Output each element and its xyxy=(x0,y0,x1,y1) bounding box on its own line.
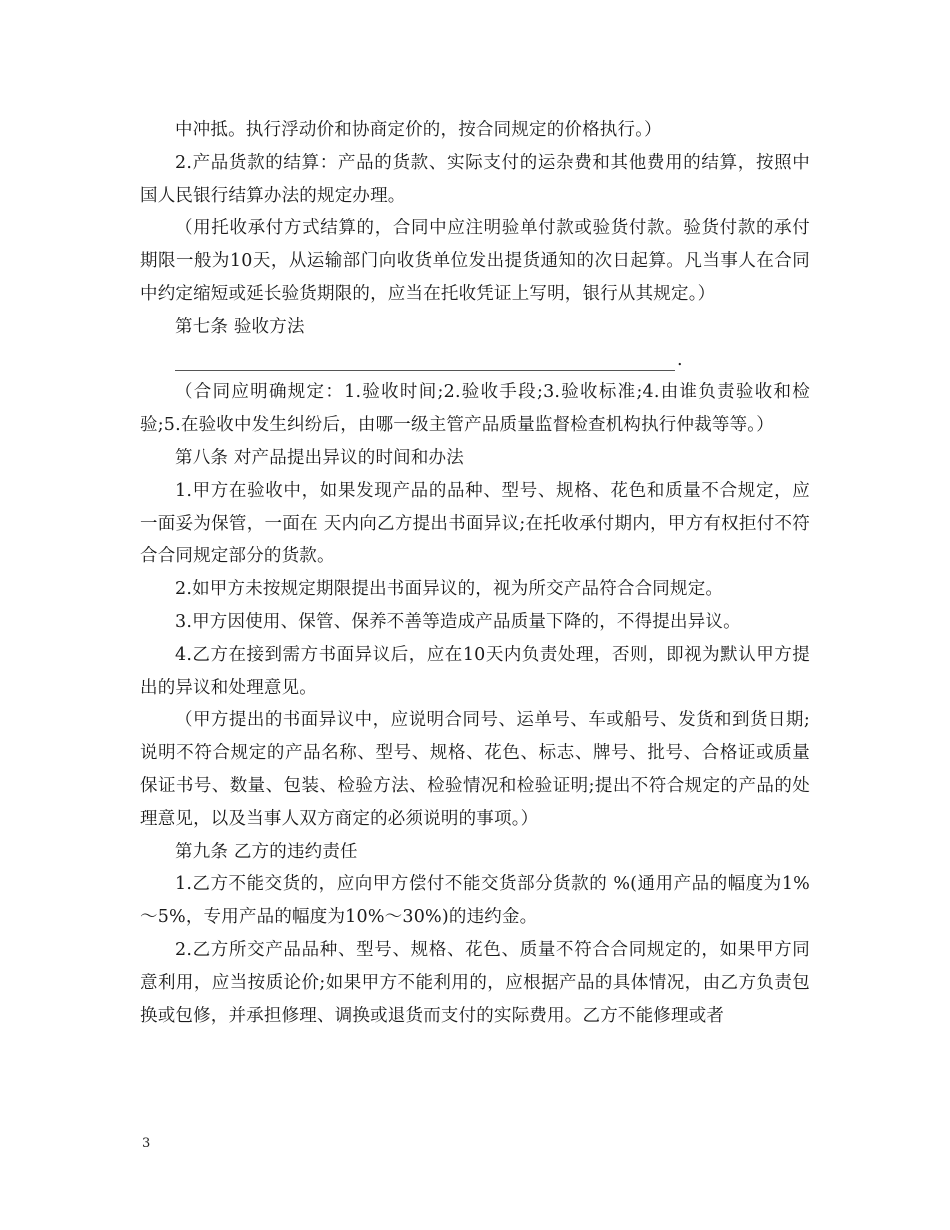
page-number: 3 xyxy=(142,1136,151,1151)
document-body xyxy=(140,114,810,1032)
paragraph-objection-3: 3.甲方因使用、保管、保养不善等造成产品质量下降的，不得提出异议。 xyxy=(175,611,741,632)
blank-underline xyxy=(175,370,675,371)
paragraph-objection-1: 1.甲方在验收中，如果发现产品的品种、型号、规格、花色和质量不合规定，应一面妥为保管，一面在 天内向乙方提出书面异议;在托收承付期内，甲方有权拒付不符合合同规定部分的货款。 xyxy=(140,480,810,567)
fill-in-blank-line xyxy=(175,344,810,377)
paragraph-acceptance-note: （合同应明确规定：1.验收时间;2.验收手段;3.验收标准;4.由谁负责验收和检验;5.在验收中发生纠纷后，由哪一级主管产品质量监督检查机构执行仲裁等等。） xyxy=(140,382,810,436)
paragraph-objection-2: 2.如甲方未按规定期限提出书面异议的，视为所交产品符合合同规定。 xyxy=(175,579,724,600)
paragraph-objection-4: 4.乙方在接到需方书面异议后，应在10天内负责处理，否则，即视为默认甲方提出的异议和处理意见。 xyxy=(140,644,810,698)
paragraph-payment-settlement: 2.产品货款的结算：产品的货款、实际支付的运杂费和其他费用的结算，按照中国人民银行结算办法的规定办理。 xyxy=(140,152,810,206)
paragraph-liability-1: 1.乙方不能交货的，应向甲方偿付不能交货部分货款的 %(通用产品的幅度为1%～5%，专用产品的幅度为10%～30%)的违约金。 xyxy=(140,874,810,928)
blank-line-period: . xyxy=(677,349,683,370)
article-9-heading: 第九条 乙方的违约责任 xyxy=(175,841,358,862)
paragraph-collection-note: （用托收承付方式结算的，合同中应注明验单付款或验货付款。验货付款的承付期限一般为10天，从运输部门向收货单位发出提货通知的次日起算。凡当事人在合同中约定缩短或延长验货期限的，应当在托收凭证上写明，银行从其规定。） xyxy=(140,218,810,304)
paragraph-objection-note: （甲方提出的书面异议中，应说明合同号、运单号、车或船号、发货和到货日期;说明不符合规定的产品名称、型号、规格、花色、标志、牌号、批号、合格证或质量保证书号、数量、包装、检验方法、检验情况和检验证明;提出不符合规定的产品的处理意见，以及当事人双方商定的必须说明的事项。） xyxy=(140,710,810,829)
article-8-heading: 第八条 对产品提出异议的时间和办法 xyxy=(175,447,464,468)
paragraph-liability-2: 2.乙方所交产品品种、型号、规格、花色、质量不符合合同规定的，如果甲方同意利用，应当按质论价;如果甲方不能利用的，应根据产品的具体情况，由乙方负责包换或包修，并承担修理、调换或退货而支付的实际费用。乙方不能修理或者 xyxy=(140,939,810,1026)
paragraph-continuation: 中冲抵。执行浮动价和协商定价的，按合同规定的价格执行。） xyxy=(175,120,662,140)
article-7-heading: 第七条 验收方法 xyxy=(175,316,305,337)
